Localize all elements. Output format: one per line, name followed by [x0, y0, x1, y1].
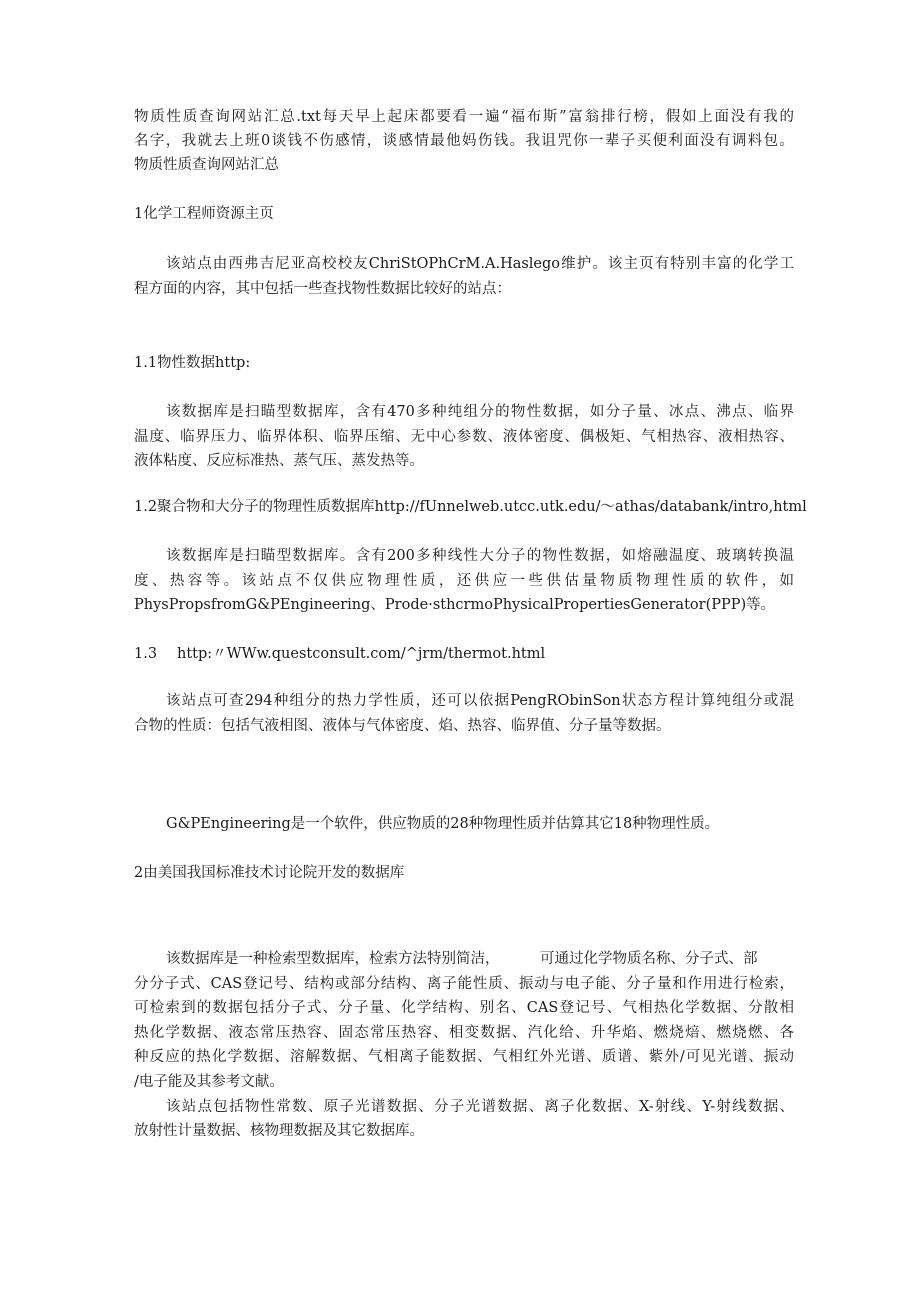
section-2-paragraph-line-8: 放射性计量数据、核物理数据及其它数据库。: [134, 1123, 424, 1139]
section-1-2-heading: 1.2聚合物和大分子的物理性质数据库http://fUnnelweb.utcc.utk.edu/〜athas/databank/intro,html: [134, 499, 807, 515]
section-1-3-url: http:〃WWw.questconsult.com/^jrm/thermot.html: [177, 646, 546, 662]
section-1-3-paragraph-line-2: 合物的性质：包括气液相图、液体与气体密度、焰、热容、临界值、分子量等数据。: [134, 718, 671, 734]
section-2-heading: 2由美国我国标准技术讨论院开发的数据库: [134, 865, 405, 881]
intro-title: 物质性质查询网站汇总: [134, 157, 279, 173]
section-1-3-software-note: G&PEngineering是一个软件，供应物质的28种物理性质并估算其它18种物理性质。: [166, 816, 720, 832]
section-1-2-paragraph-line-1: 该数据库是扫瞄型数据库。含有200多种线性大分子的物性数据，如熔融温度、玻璃转换温: [166, 548, 794, 564]
section-2-paragraph-line-6: /电子能及其参考文献。: [134, 1074, 284, 1090]
section-1-heading: 1化学工程师资源主页: [134, 206, 274, 222]
section-1-2-paragraph-line-2: 度、热容等。该站点不仅供应物理性质，还供应一些供估量物质物理性质的软件，如: [134, 573, 794, 589]
intro-line-2: 名字，我就去上班0谈钱不伤感情，谈感情最他妈伤钱。我诅咒你一辈子买便利面没有调料包。: [134, 133, 794, 149]
section-1-1-paragraph-line-3: 液体粘度、反应标准热、蒸气压、蒸发热等。: [134, 453, 424, 469]
section-2-paragraph-line-7: 该站点包括物性常数、原子光谱数据、分子光谱数据、离子化数据、X-射线、Y-射线数据、: [166, 1099, 794, 1115]
section-2-paragraph-line-3: 可检索到的数据包括分子式、分子量、化学结构、别名、CAS登记号、气相热化学数据、分散相: [134, 1000, 794, 1016]
section-1-3-paragraph-line-1: 该站点可查294种组分的热力学性质，还可以依据PengRObinSon状态方程计算纯组分或混: [166, 693, 794, 709]
section-2-paragraph-line-1a: 该数据库是一种检索型数据库，检索方法特别简洁，: [166, 951, 500, 967]
section-1-paragraph-line-2: 程方面的内容，其中包括一些查找物性数据比较好的站点：: [134, 281, 511, 297]
section-1-paragraph-line-1: 该站点由西弗吉尼亚高校校友ChriStOPhCrM.A.Haslego维护。该主页有特别丰富的化学工: [166, 256, 794, 272]
intro-line-1: 物质性质查询网站汇总.txt每天早上起床都要看一遍“福布斯”富翁排行榜，假如上面没有我的: [134, 109, 794, 125]
section-2-paragraph-line-5: 种反应的热化学数据、溶解数据、气相离子能数据、气相红外光谱、质谱、紫外/可见光谱、振动: [134, 1049, 794, 1065]
section-1-2-paragraph-line-3: PhysPropsfromG&PEngineering、Prode·sthcrmoPhysicalPropertiesGenerator(PPP)等。: [134, 597, 776, 613]
section-2-paragraph-line-1b: 可通过化学物质名称、分子式、部: [540, 951, 758, 967]
section-1-1-paragraph-line-2: 温度、临界压力、临界体积、临界压缩、无中心参数、液体密度、偶极矩、气相热容、液相热容、: [134, 429, 794, 445]
section-1-1-heading: 1.1物性数据http:: [134, 355, 251, 371]
section-2-paragraph-line-4: 热化学数据、液态常压热容、固态常压热容、相变数据、汽化给、升华焰、燃烧焙、燃烧燃、各: [134, 1025, 794, 1041]
section-2-paragraph-line-2: 分分子式、CAS登记号、结构或部分结构、离子能性质、振动与电子能、分子量和作用进行检索，: [134, 976, 794, 992]
section-1-3-number: 1.3: [134, 646, 158, 662]
section-1-1-paragraph-line-1: 该数据库是扫瞄型数据库，含有470多种纯组分的物性数据，如分子量、冰点、沸点、临界: [166, 404, 794, 420]
